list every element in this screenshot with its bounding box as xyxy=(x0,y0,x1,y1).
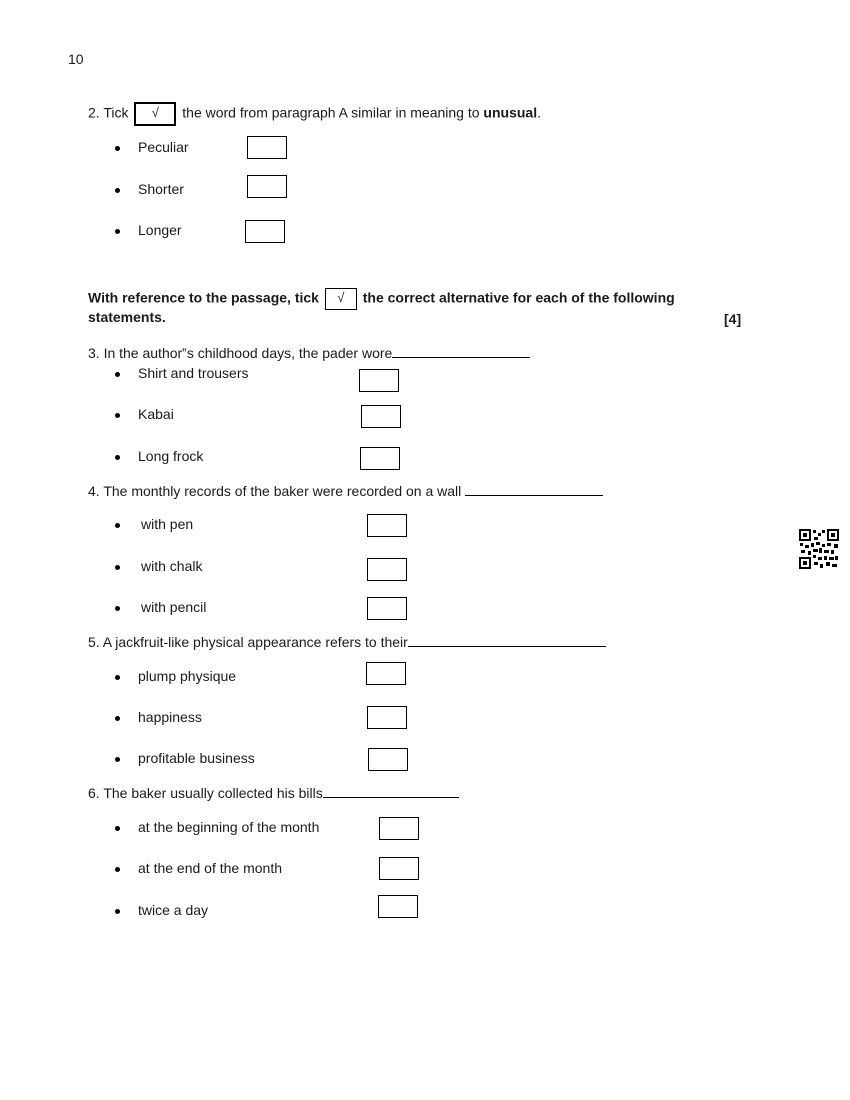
bullet xyxy=(115,757,120,762)
question-5 xyxy=(88,632,606,651)
answer-checkbox[interactable] xyxy=(367,706,407,729)
bullet xyxy=(115,455,120,460)
tick-example-box: √ xyxy=(325,288,357,310)
answer-blank[interactable] xyxy=(392,343,530,358)
option-label: Kabai xyxy=(138,406,174,422)
bullet xyxy=(115,867,120,872)
answer-checkbox[interactable] xyxy=(367,514,407,537)
option-label: at the end of the month xyxy=(138,860,282,876)
answer-checkbox[interactable] xyxy=(379,817,419,840)
option-label: with pen xyxy=(141,516,194,532)
question-text: the word from paragraph A similar in meaning to xyxy=(182,104,480,121)
qr-code-icon xyxy=(799,529,839,569)
option-label: Shorter xyxy=(138,181,184,197)
question-prefix: Tick xyxy=(103,104,129,121)
question-2 xyxy=(88,102,541,126)
bullet xyxy=(115,565,120,570)
bullet xyxy=(115,909,120,914)
answer-checkbox[interactable] xyxy=(366,662,406,685)
bullet xyxy=(115,372,120,377)
option-label: Peculiar xyxy=(138,139,189,155)
instruction-text: the correct alternative for each of the following xyxy=(362,289,675,306)
question-keyword: unusual xyxy=(483,104,538,121)
bullet xyxy=(115,413,120,418)
instruction-line-1 xyxy=(88,288,675,310)
answer-checkbox[interactable] xyxy=(361,405,401,428)
answer-checkbox[interactable] xyxy=(360,447,400,470)
instruction-text: With reference to the passage, tick xyxy=(88,289,319,306)
question-3 xyxy=(88,343,530,362)
bullet xyxy=(115,188,120,193)
answer-checkbox[interactable] xyxy=(245,220,285,243)
option-label: plump physique xyxy=(138,668,237,684)
answer-checkbox[interactable] xyxy=(247,175,287,198)
bullet xyxy=(115,606,120,611)
option-label: with chalk xyxy=(141,558,203,574)
answer-checkbox[interactable] xyxy=(247,136,287,159)
question-4 xyxy=(88,481,603,500)
answer-checkbox[interactable] xyxy=(379,857,419,880)
instruction-line-2: statements. xyxy=(88,309,166,325)
question-text: 4. The monthly records of the baker were recorded on a wall xyxy=(88,483,462,499)
answer-checkbox[interactable] xyxy=(359,369,399,392)
marks-label: [4] xyxy=(724,311,742,327)
answer-blank[interactable] xyxy=(465,481,603,496)
answer-blank[interactable] xyxy=(408,632,606,647)
answer-checkbox[interactable] xyxy=(367,597,407,620)
bullet xyxy=(115,716,120,721)
option-label: twice a day xyxy=(138,902,209,918)
page-number: 10 xyxy=(68,51,84,67)
option-label: profitable business xyxy=(138,750,255,766)
option-label: happiness xyxy=(138,709,202,725)
option-label: with pencil xyxy=(141,599,207,615)
question-period: . xyxy=(537,104,541,121)
tick-example-box: √ xyxy=(134,102,176,126)
question-number: 2. xyxy=(88,104,100,121)
bullet xyxy=(115,229,120,234)
bullet xyxy=(115,826,120,831)
bullet xyxy=(115,146,120,151)
option-label: Shirt and trousers xyxy=(138,365,249,381)
question-text: 6. The baker usually collected his bills xyxy=(88,785,323,801)
question-text: 5. A jackfruit-like physical appearance refers to their xyxy=(88,634,408,650)
option-label: at the beginning of the month xyxy=(138,819,320,835)
option-label: Longer xyxy=(138,222,182,238)
answer-blank[interactable] xyxy=(323,783,459,798)
question-text: 3. In the author‟s childhood days, the pader wore xyxy=(88,345,393,361)
answer-checkbox[interactable] xyxy=(378,895,418,918)
bullet xyxy=(115,675,120,680)
question-6 xyxy=(88,783,459,802)
answer-checkbox[interactable] xyxy=(368,748,408,771)
option-label: Long frock xyxy=(138,448,204,464)
answer-checkbox[interactable] xyxy=(367,558,407,581)
bullet xyxy=(115,523,120,528)
